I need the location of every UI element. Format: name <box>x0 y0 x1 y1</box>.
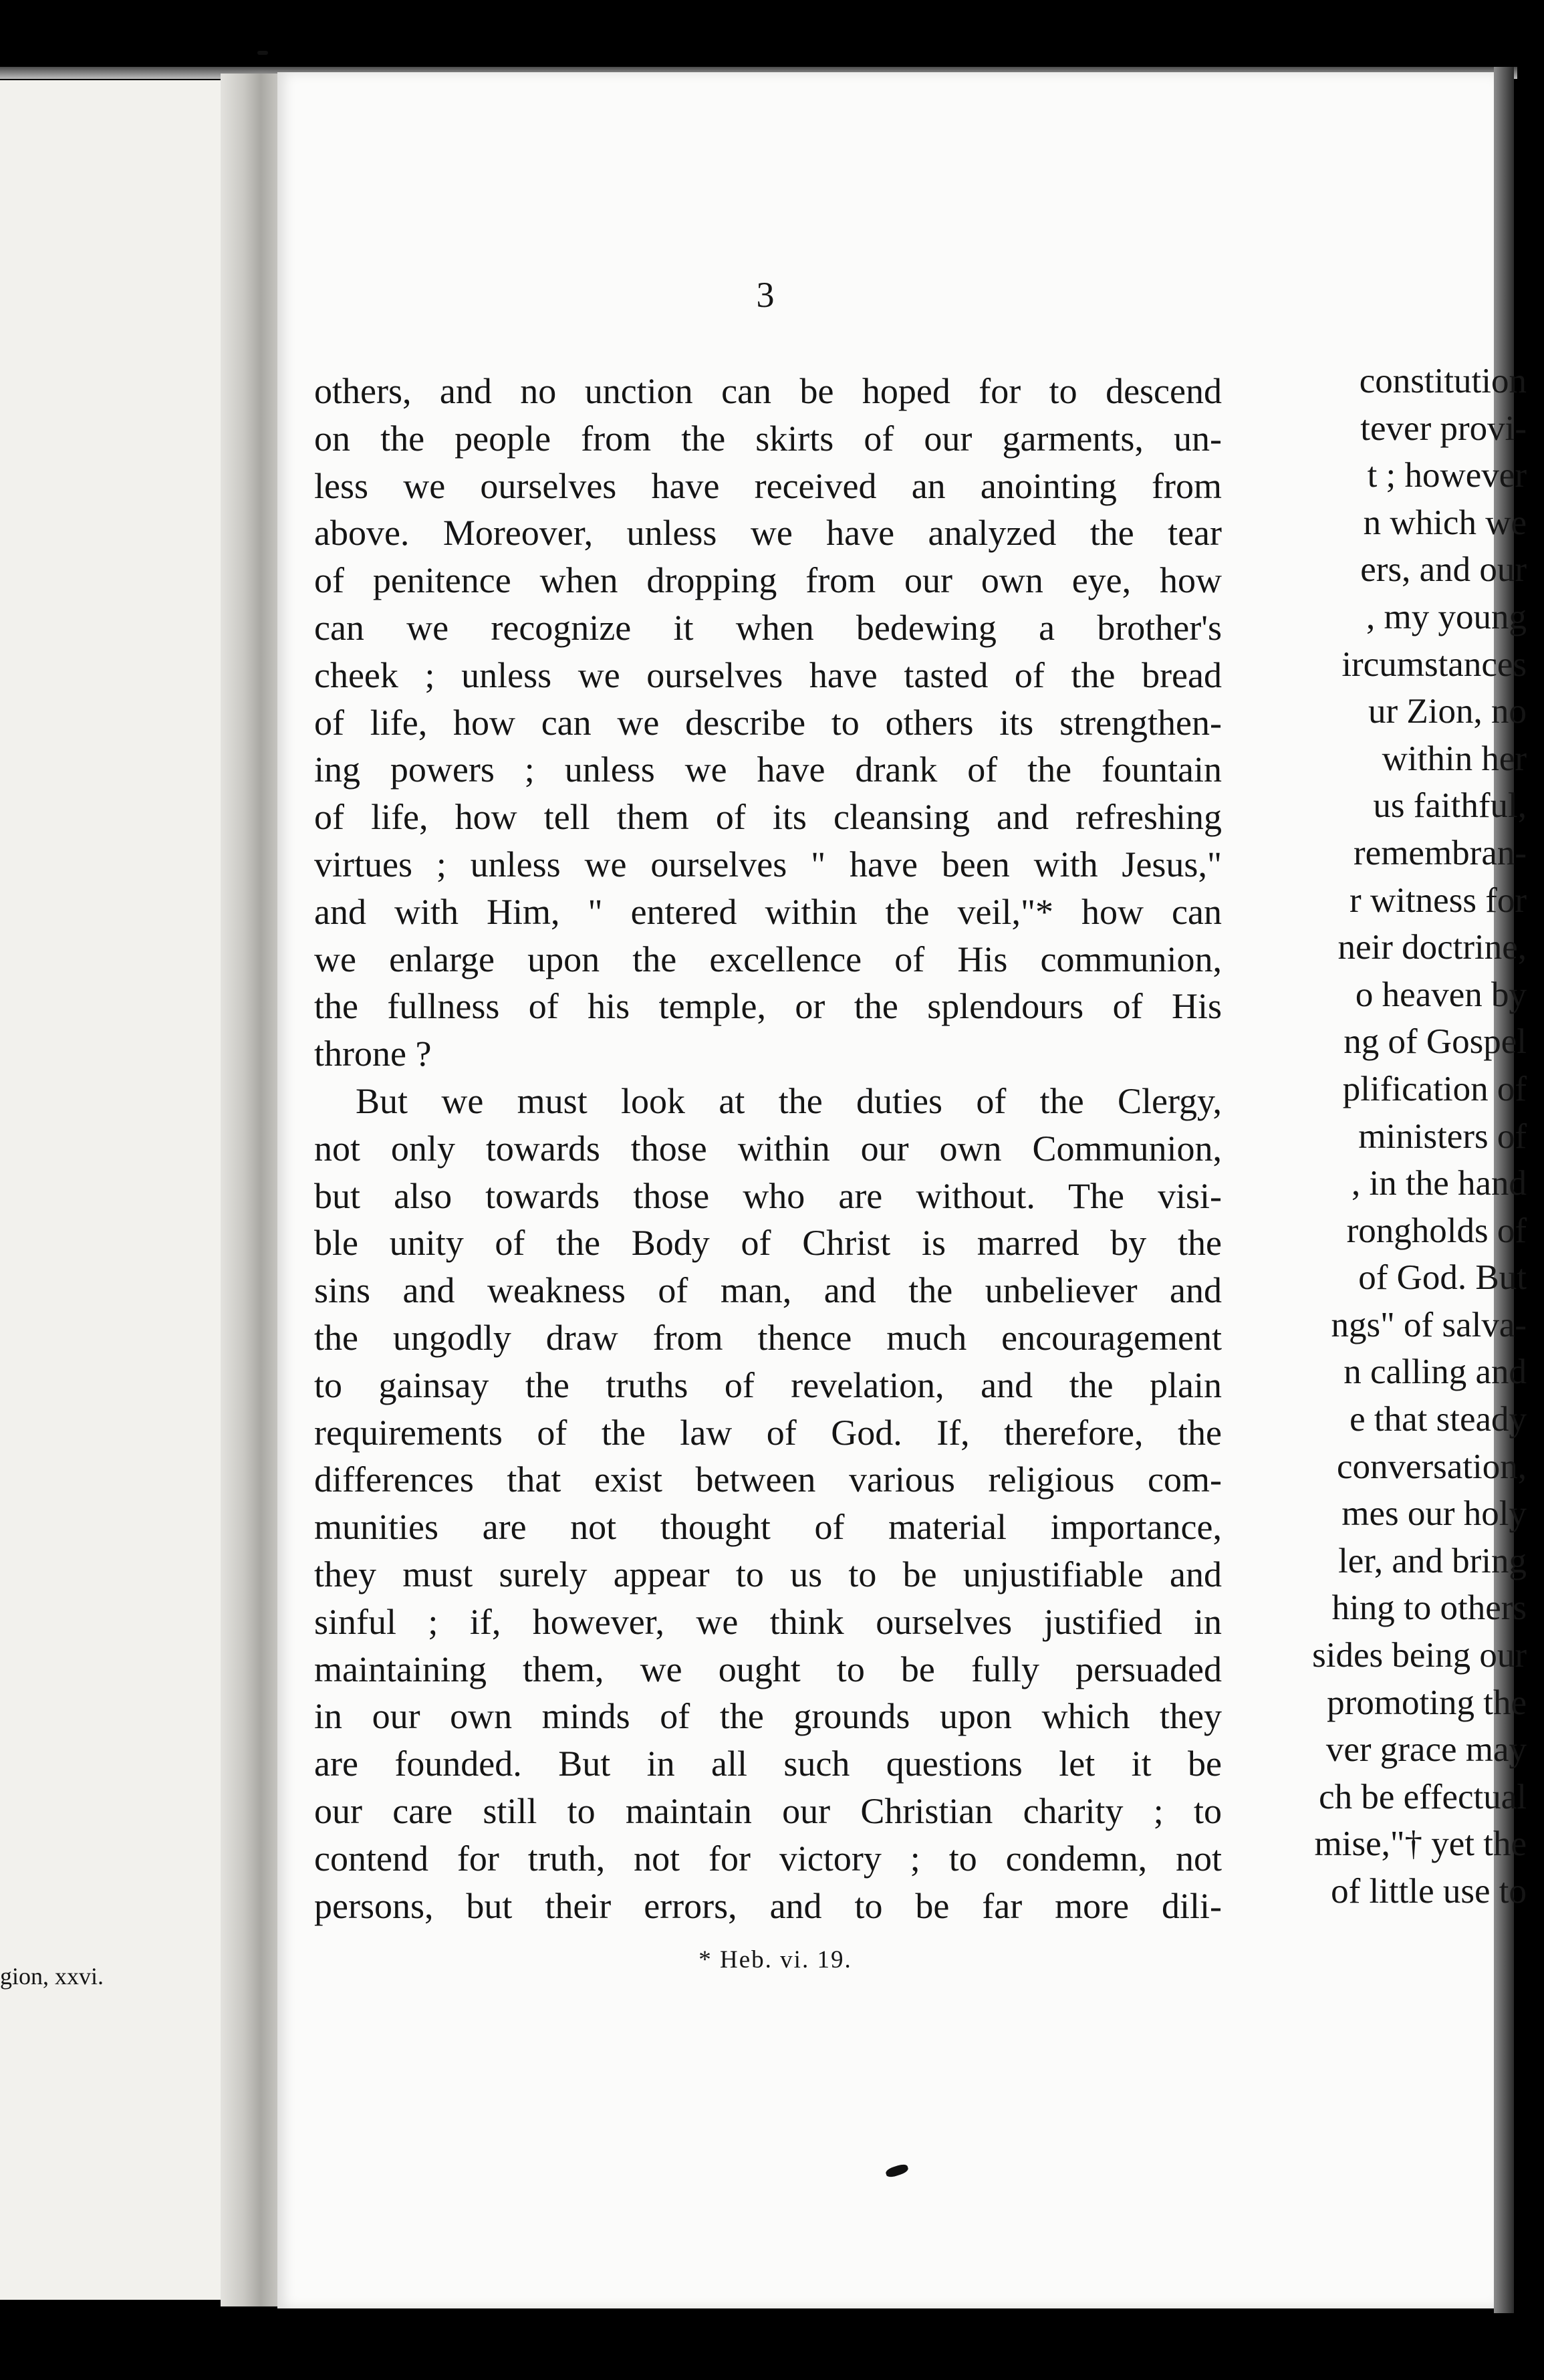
text-line: of penitence when dropping from our own eye, how <box>314 560 1222 601</box>
text-line: we enlarge upon the excellence of His communion, <box>314 939 1222 979</box>
text-line: of life, how can we describe to others its strengthen- <box>314 702 1222 743</box>
ink-mark <box>257 51 268 55</box>
text-line: on the people from the skirts of our garments, un- <box>314 418 1222 459</box>
text-line: not only towards those within our own Communion, <box>314 1128 1222 1169</box>
text-line: less we ourselves have received an anointing from <box>314 465 1222 506</box>
text-line: the ungodly draw from thence much encouragement <box>314 1317 1222 1358</box>
text-line: requirements of the law of God. If, therefore, the <box>314 1412 1222 1453</box>
text-line: differences that exist between various religious com- <box>314 1459 1222 1500</box>
text-line: the fullness of his temple, or the splendours of His <box>314 986 1222 1027</box>
text-line: constitution <box>1359 362 1527 400</box>
text-line: n which we <box>1363 503 1527 542</box>
text-line: ch be effectual <box>1319 1777 1527 1816</box>
text-line: n calling and <box>1343 1352 1527 1392</box>
text-line: rongholds of <box>1346 1211 1527 1250</box>
text-line: ngs" of salva- <box>1331 1305 1527 1344</box>
text-line: ver grace may <box>1325 1730 1527 1770</box>
text-line: ircumstances <box>1341 644 1527 684</box>
text-line: promoting the <box>1327 1683 1527 1722</box>
text-line: plification of <box>1342 1069 1527 1108</box>
text-line: but also towards those who are without. The visi- <box>314 1175 1222 1216</box>
text-line: virtues ; unless we ourselves " have been with Jesus," <box>314 844 1222 884</box>
text-line: sides being our <box>1312 1636 1527 1675</box>
text-line: ers, and our <box>1360 550 1527 590</box>
text-line: of life, how tell them of its cleansing and refreshing <box>314 797 1222 838</box>
text-line: they must surely appear to us to be unjustifiable and <box>314 1554 1222 1594</box>
page-number: 3 <box>756 275 775 315</box>
text-line: sinful ; if, however, we think ourselves justified in <box>314 1601 1222 1642</box>
text-line: o heaven by <box>1355 975 1527 1014</box>
text-line: remembran- <box>1354 833 1527 872</box>
footnote: * Heb. vi. 19. <box>698 1946 852 1974</box>
text-line: hing to others <box>1331 1588 1527 1628</box>
text-line: persons, but their errors, and to be far more dili- <box>314 1885 1222 1926</box>
text-line: neir doctrine, <box>1337 928 1527 967</box>
text-line: of little use to <box>1331 1872 1527 1911</box>
text-line: can we recognize it when bedewing a brother's <box>314 607 1222 648</box>
text-line: ing powers ; unless we have drank of the fountain <box>314 749 1222 790</box>
text-line: within her <box>1382 739 1527 778</box>
text-line: cheek ; unless we ourselves have tasted of the bread <box>314 654 1222 695</box>
text-line: in our own minds of the grounds upon which they <box>314 1696 1222 1737</box>
left-footnote: gion, xxvi. <box>0 1963 104 1990</box>
text-line: of God. But <box>1358 1258 1527 1298</box>
text-line: But we must look at the duties of the Clergy, <box>356 1080 1222 1121</box>
text-line: throne ? <box>314 1034 432 1074</box>
text-line: contend for truth, not for victory ; to condemn, not <box>314 1838 1222 1879</box>
text-line: are founded. But in all such questions let it be <box>314 1744 1222 1784</box>
text-line: others, and no unction can be hoped for to descend <box>314 371 1222 411</box>
text-line: , in the hand <box>1352 1164 1527 1203</box>
text-line: mise,"† yet the <box>1314 1824 1527 1864</box>
text-line: ler, and bring <box>1338 1541 1527 1580</box>
text-line: ministers of <box>1358 1116 1527 1156</box>
text-line: e that steady <box>1349 1400 1527 1439</box>
text-line: ng of Gospel <box>1343 1022 1527 1062</box>
text-line: , my young <box>1366 597 1527 636</box>
text-line: tever provi- <box>1360 408 1527 448</box>
left-page-text <box>1286 358 1527 1915</box>
text-line: sins and weakness of man, and the unbeliever and <box>314 1270 1222 1311</box>
text-line: to gainsay the truths of revelation, and the plain <box>314 1364 1222 1405</box>
text-line: our care still to maintain our Christian charity ; to <box>314 1790 1222 1831</box>
text-line: ur Zion, no <box>1368 692 1527 731</box>
text-line: above. Moreover, unless we have analyzed the tear <box>314 513 1222 554</box>
text-line: mes our holy <box>1341 1494 1527 1534</box>
body-text <box>314 368 1222 1929</box>
text-line: conversation, <box>1336 1447 1527 1486</box>
text-line: ble unity of the Body of Christ is marred by the <box>314 1223 1222 1264</box>
text-line: and with Him, " entered within the veil,"* how can <box>314 891 1222 932</box>
text-line: r witness for <box>1349 880 1527 920</box>
text-line: us faithful, <box>1373 786 1527 826</box>
text-line: munities are not thought of material importance, <box>314 1507 1222 1548</box>
text-line: t ; however <box>1367 456 1527 495</box>
text-line: maintaining them, we ought to be fully persuaded <box>314 1649 1222 1689</box>
